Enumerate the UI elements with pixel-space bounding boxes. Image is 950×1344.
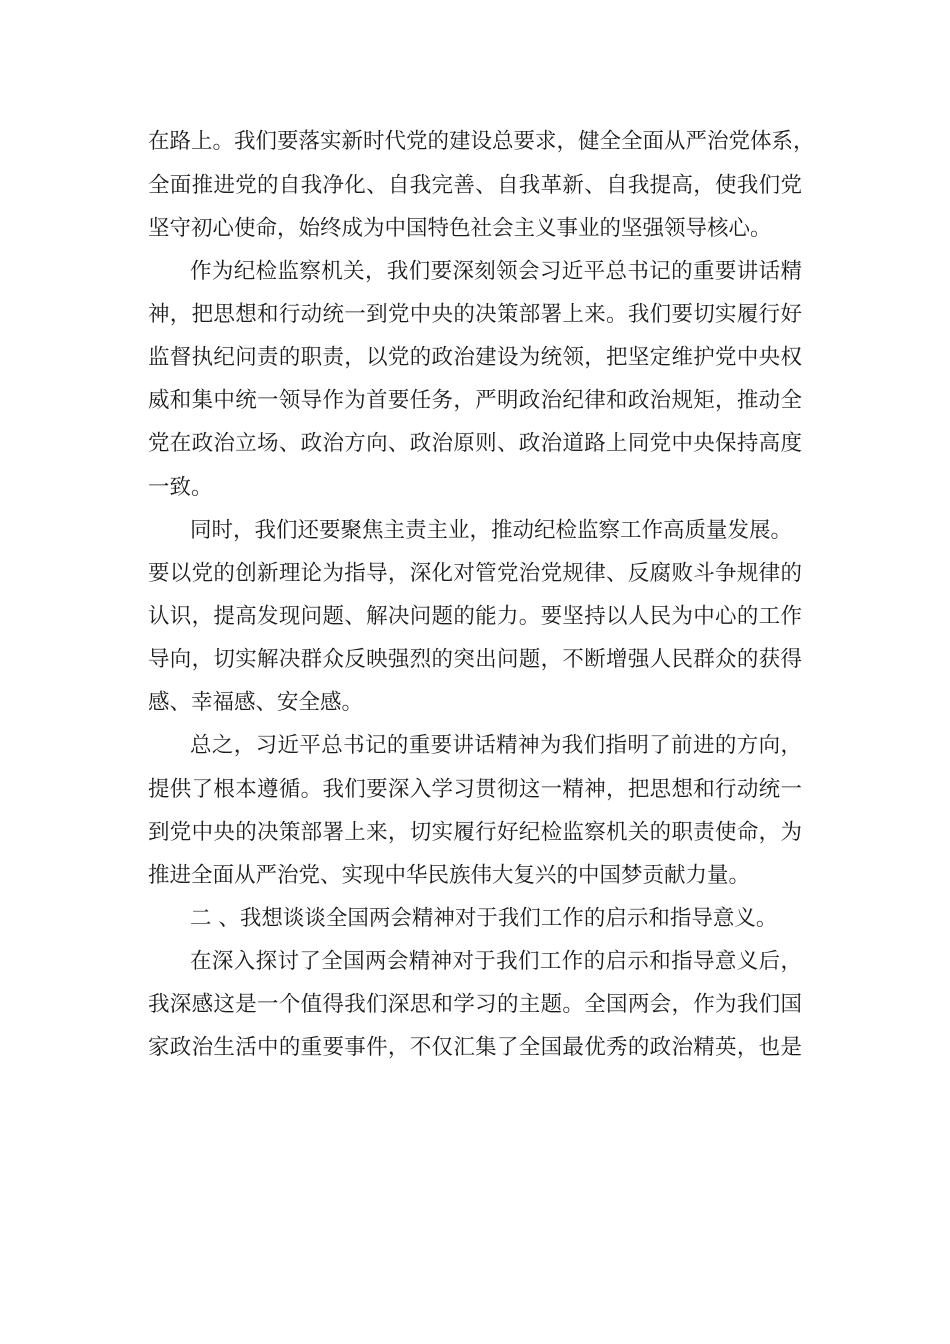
text-line: 推进全面从严治党、实现中华民族伟大复兴的中国梦贡献力量。 [148, 863, 751, 888]
text-line: 党在政治立场、政治方向、政治原则、政治道路上同党中央保持高度 [148, 431, 802, 456]
paragraph-start-line: 作为纪检监察机关，我们要深刻领会习近平总书记的重要讲话精 [190, 259, 802, 284]
paragraph-start-line: 总之，习近平总书记的重要讲话精神为我们指明了前进的方向， [190, 733, 802, 758]
text-line: 要以党的创新理论为指导，深化对管党治党规律、反腐败斗争规律的 [148, 561, 802, 586]
text-line: 监督执纪问责的职责，以党的政治建设为统领，把坚定维护党中央权 [148, 345, 802, 370]
text-line: 认识，提高发现问题、解决问题的能力。要坚持以人民为中心的工作 [148, 604, 802, 629]
text-line: 我深感这是一个值得我们深思和学习的主题。全国两会，作为我们国 [148, 992, 802, 1017]
text-line: 感、幸福感、安全感。 [148, 690, 364, 715]
text-line: 在路上。我们要落实新时代党的建设总要求，健全全面从严治党体系， [148, 129, 815, 154]
paragraph-start-line: 同时，我们还要聚焦主责主业，推动纪检监察工作高质量发展。 [190, 518, 793, 543]
text-line: 坚守初心使命，始终成为中国特色社会主义事业的坚强领导核心。 [148, 216, 772, 241]
text-line: 提供了根本遵循。我们要深入学习贯彻这一精神，把思想和行动统一 [148, 777, 802, 802]
text-line: 一致。 [148, 475, 213, 500]
text-line: 到党中央的决策部署上来，切实履行好纪检监察机关的职责使命，为 [148, 820, 802, 845]
text-line: 威和集中统一领导作为首要任务，严明政治纪律和政治规矩，推动全 [148, 388, 802, 413]
text-line: 家政治生活中的重要事件，不仅汇集了全国最优秀的政治精英，也是 [148, 1035, 802, 1060]
paragraph-start-line: 在深入探讨了全国两会精神对于我们工作的启示和指导意义后， [190, 949, 802, 974]
text-line: 全面推进党的自我净化、自我完善、自我革新、自我提高，使我们党 [148, 173, 802, 198]
section-heading: 二 、我想谈谈全国两会精神对于我们工作的启示和指导意义。 [190, 906, 778, 931]
text-line: 导向，切实解决群众反映强烈的突出问题，不断增强人民群众的获得 [148, 647, 802, 672]
text-line: 神，把思想和行动统一到党中央的决策部署上来。我们要切实履行好 [148, 302, 802, 327]
